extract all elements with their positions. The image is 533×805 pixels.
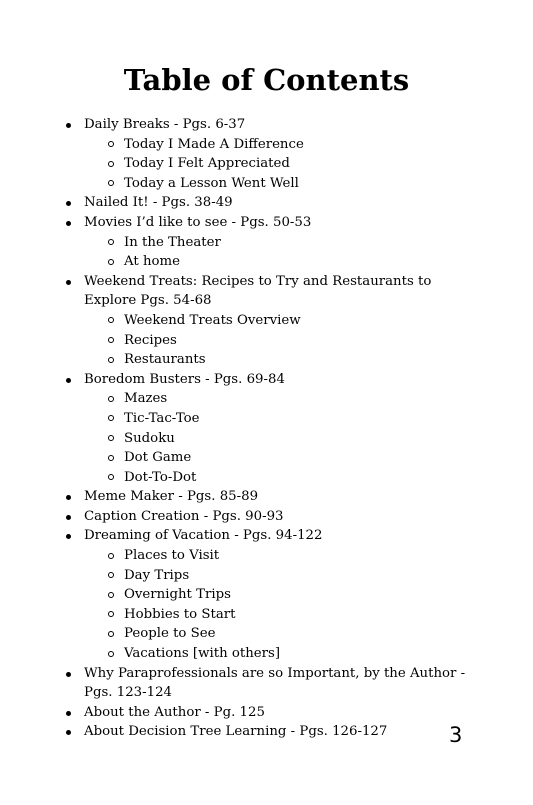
toc-sublist	[84, 546, 466, 664]
page-title: Table of Contents	[123, 63, 410, 97]
toc-entry-label: Weekend Treats: Recipes to Try and Restaurants to Explore Pgs. 54-68	[84, 273, 432, 309]
toc-subentry: Day Trips	[105, 566, 466, 586]
toc-subentry: Today I Felt Appreciated	[105, 154, 466, 174]
toc-sublist	[84, 233, 466, 272]
toc-entry	[66, 507, 466, 527]
toc-sublist	[84, 311, 466, 370]
toc-entry-label: Daily Breaks - Pgs. 6-37	[84, 117, 246, 132]
toc-entry	[66, 703, 466, 723]
toc-entry	[66, 370, 466, 488]
toc-entry	[66, 722, 466, 742]
toc-subentry: Dot Game	[105, 448, 466, 468]
toc-entry	[66, 272, 466, 370]
toc-entry	[66, 526, 466, 663]
toc-entry-label: Why Paraprofessionals are so Important, by the Author - Pgs. 123-124	[84, 665, 466, 701]
toc-subentry: Places to Visit	[105, 546, 466, 566]
toc-subentry: Hobbies to Start	[105, 605, 466, 625]
toc-entry-label: Meme Maker - Pgs. 85-89	[84, 489, 259, 505]
toc-subentry: Today a Lesson Went Well	[105, 174, 466, 194]
toc-entry	[66, 664, 466, 703]
toc-subentry: Recipes	[105, 331, 466, 351]
toc-entry-label: Movies I’d like to see - Pgs. 50-53	[84, 214, 312, 230]
toc-entry-label: About the Author - Pg. 125	[84, 704, 265, 720]
toc-subentry: Weekend Treats Overview	[105, 311, 466, 331]
toc-subentry: Dot-To-Dot	[105, 468, 466, 488]
toc-subentry: Tic-Tac-Toe	[105, 409, 466, 429]
toc-entry	[66, 487, 466, 507]
toc-entry	[66, 115, 466, 193]
toc-subentry: People to See	[105, 624, 466, 644]
toc-entry-label: About Decision Tree Learning - Pgs. 126-127	[84, 724, 388, 740]
toc-subentry: Overnight Trips	[105, 585, 466, 605]
toc-entry	[66, 193, 466, 213]
toc-entry-label: Nailed It! - Pgs. 38-49	[84, 195, 233, 211]
toc-entry	[66, 213, 466, 272]
page-number: 3	[449, 723, 463, 747]
toc-entry-label: Caption Creation - Pgs. 90-93	[84, 508, 284, 524]
toc-entry-label: Boredom Busters - Pgs. 69-84	[84, 371, 285, 387]
toc-entry-label: Dreaming of Vacation - Pgs. 94-122	[84, 528, 323, 544]
toc-subentry: In the Theater	[105, 233, 466, 253]
table-of-contents-list	[66, 115, 466, 742]
toc-subentry: Vacations [with others]	[105, 644, 466, 664]
toc-subentry: Sudoku	[105, 429, 466, 449]
toc-subentry: At home	[105, 252, 466, 272]
toc-subentry: Mazes	[105, 389, 466, 409]
toc-sublist	[84, 389, 466, 487]
toc-sublist	[84, 135, 466, 194]
toc-subentry: Restaurants	[105, 350, 466, 370]
toc-subentry: Today I Made A Difference	[105, 135, 466, 155]
